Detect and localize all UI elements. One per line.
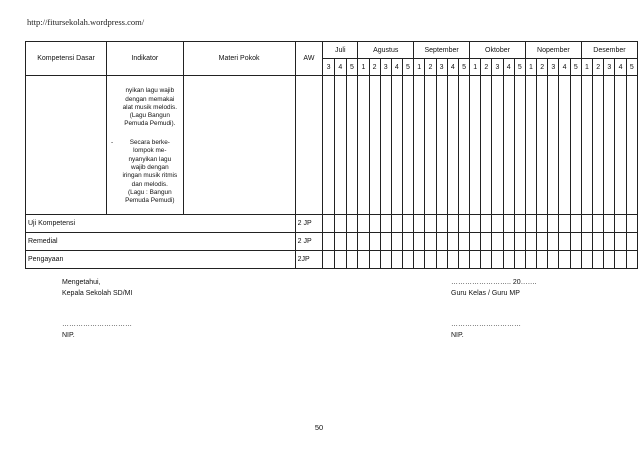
month-header: Nopember — [525, 42, 581, 59]
week-cell — [593, 250, 604, 268]
week-cell — [380, 232, 391, 250]
week-cell — [615, 250, 626, 268]
sign-right-date: …………………….. 20……. — [451, 279, 537, 286]
week-cell — [503, 250, 514, 268]
week-cell — [548, 250, 559, 268]
week-cell — [525, 250, 536, 268]
week-cell — [414, 214, 425, 232]
sign-right-role: Guru Kelas / Guru MP — [451, 290, 520, 297]
summary-label: Remedial — [26, 232, 296, 250]
week-header: 4 — [503, 59, 514, 76]
week-cell — [481, 250, 492, 268]
week-cell — [481, 232, 492, 250]
week-header: 4 — [559, 59, 570, 76]
week-header: 3 — [492, 59, 503, 76]
week-header: 3 — [323, 59, 335, 76]
week-cell — [369, 214, 380, 232]
week-cell — [537, 250, 548, 268]
week-cell — [369, 250, 380, 268]
week-cell — [425, 250, 436, 268]
week-cell — [525, 214, 536, 232]
week-header: 2 — [425, 59, 436, 76]
week-cell — [458, 214, 469, 232]
week-cell — [447, 214, 458, 232]
week-header: 2 — [369, 59, 380, 76]
schedule-table — [25, 41, 638, 269]
week-cell — [402, 250, 413, 268]
week-header: 4 — [447, 59, 458, 76]
summary-row — [26, 232, 638, 250]
week-header: 5 — [402, 59, 413, 76]
week-cell — [492, 232, 503, 250]
week-cell — [425, 232, 436, 250]
week-cell — [391, 232, 402, 250]
week-header: 1 — [414, 59, 425, 76]
week-cell — [369, 76, 380, 215]
week-cell — [346, 232, 358, 250]
sign-left-dots: ………………………… — [62, 321, 132, 328]
week-cell — [425, 214, 436, 232]
week-cell — [334, 232, 346, 250]
summary-label: Uji Kompetensi — [26, 214, 296, 232]
sign-left-role: Kepala Sekolah SD/MI — [62, 290, 133, 297]
week-header: 3 — [380, 59, 391, 76]
week-cell — [548, 76, 559, 215]
week-cell — [559, 214, 570, 232]
week-cell — [369, 232, 380, 250]
month-header: September — [414, 42, 470, 59]
month-header: Desember — [581, 42, 637, 59]
week-cell — [447, 232, 458, 250]
week-cell — [503, 232, 514, 250]
indikator-text-1: nyikan lagu wajib dengan memakai alat musik melodis. (Lagu Bangun Pemuda Pemudi). — [122, 87, 177, 128]
week-cell — [593, 76, 604, 215]
source-url: http://fitursekolah.wordpress.com/ — [27, 17, 145, 27]
week-cell — [514, 232, 525, 250]
week-header: 5 — [514, 59, 525, 76]
week-header: 2 — [481, 59, 492, 76]
week-cell — [470, 250, 481, 268]
week-cell — [346, 214, 358, 232]
header-materi-pokok: Materi Pokok — [183, 42, 295, 76]
summary-aw: 2 JP — [295, 214, 323, 232]
week-cell — [436, 232, 447, 250]
sign-right-dots: ………………………… — [451, 321, 521, 328]
week-cell — [402, 76, 413, 215]
week-cell — [391, 214, 402, 232]
summary-row — [26, 214, 638, 232]
week-cell — [358, 250, 369, 268]
week-cell — [604, 214, 615, 232]
week-cell — [559, 250, 570, 268]
week-cell — [503, 76, 514, 215]
sign-left-mengetahui: Mengetahui, — [62, 279, 101, 286]
week-cell — [323, 250, 335, 268]
week-cell — [414, 250, 425, 268]
week-header: 2 — [593, 59, 604, 76]
week-cell — [559, 76, 570, 215]
week-cell — [481, 76, 492, 215]
week-cell — [548, 214, 559, 232]
week-cell — [615, 76, 626, 215]
week-cell — [436, 76, 447, 215]
week-cell — [458, 232, 469, 250]
week-cell — [581, 232, 592, 250]
indikator-cell — [107, 76, 183, 215]
indikator-text-2: Secara berke- lompok me- nyanyikan lagu wajib dengan iringan musik ritmis dan melodis. (Lagu : Bangun Pemuda Pemudi) — [122, 139, 178, 205]
week-header: 1 — [525, 59, 536, 76]
week-cell — [323, 76, 335, 215]
week-header: 3 — [436, 59, 447, 76]
week-cell — [570, 232, 581, 250]
summary-row — [26, 250, 638, 268]
week-cell — [458, 250, 469, 268]
week-cell — [615, 232, 626, 250]
week-cell — [481, 214, 492, 232]
summary-aw: 2JP — [295, 250, 323, 268]
week-header: 1 — [470, 59, 481, 76]
week-cell — [402, 232, 413, 250]
week-cell — [492, 250, 503, 268]
page-number: 50 — [314, 423, 324, 432]
week-cell — [492, 76, 503, 215]
week-cell — [470, 232, 481, 250]
month-header: Oktober — [470, 42, 526, 59]
week-cell — [514, 214, 525, 232]
kompetensi-cell — [26, 76, 107, 215]
week-cell — [414, 232, 425, 250]
week-cell — [581, 214, 592, 232]
header-kompetensi-dasar: Kompetensi Dasar — [26, 42, 107, 76]
week-cell — [334, 214, 346, 232]
week-cell — [334, 76, 346, 215]
summary-aw: 2 JP — [295, 232, 323, 250]
indikator-bullet: - — [110, 139, 114, 147]
week-cell — [436, 214, 447, 232]
week-cell — [380, 214, 391, 232]
week-cell — [323, 214, 335, 232]
header-aw: AW — [295, 42, 323, 76]
week-header: 5 — [570, 59, 581, 76]
week-cell — [593, 214, 604, 232]
week-cell — [346, 76, 358, 215]
week-cell — [346, 250, 358, 268]
sign-left-nip: NIP. — [62, 332, 75, 339]
week-cell — [447, 250, 458, 268]
week-cell — [604, 250, 615, 268]
week-cell — [604, 76, 615, 215]
header-indikator: Indikator — [107, 42, 183, 76]
week-cell — [514, 76, 525, 215]
week-cell — [570, 214, 581, 232]
month-header: Agustus — [358, 42, 414, 59]
week-cell — [537, 214, 548, 232]
week-cell — [503, 214, 514, 232]
week-cell — [615, 214, 626, 232]
week-cell — [380, 76, 391, 215]
week-cell — [323, 232, 335, 250]
week-cell — [358, 232, 369, 250]
week-cell — [470, 214, 481, 232]
week-cell — [358, 214, 369, 232]
week-cell — [470, 76, 481, 215]
week-header: 1 — [581, 59, 592, 76]
week-cell — [581, 250, 592, 268]
week-cell — [626, 232, 637, 250]
month-header: Juli — [323, 42, 358, 59]
aw-cell — [295, 76, 323, 215]
week-cell — [402, 214, 413, 232]
week-header: 4 — [615, 59, 626, 76]
week-cell — [537, 76, 548, 215]
week-header: 3 — [548, 59, 559, 76]
week-header: 4 — [391, 59, 402, 76]
week-header: 5 — [626, 59, 637, 76]
week-cell — [414, 76, 425, 215]
week-cell — [436, 250, 447, 268]
week-cell — [391, 76, 402, 215]
week-cell — [492, 214, 503, 232]
week-cell — [525, 232, 536, 250]
sign-right-nip: NIP. — [451, 332, 464, 339]
week-header: 3 — [604, 59, 615, 76]
week-cell — [447, 76, 458, 215]
week-header: 5 — [458, 59, 469, 76]
week-cell — [559, 232, 570, 250]
week-header: 4 — [334, 59, 346, 76]
week-cell — [458, 76, 469, 215]
week-header: 1 — [358, 59, 369, 76]
week-cell — [626, 250, 637, 268]
week-header: 2 — [537, 59, 548, 76]
week-cell — [525, 76, 536, 215]
week-cell — [570, 250, 581, 268]
week-cell — [514, 250, 525, 268]
week-cell — [593, 232, 604, 250]
summary-label: Pengayaan — [26, 250, 296, 268]
week-cell — [581, 76, 592, 215]
week-cell — [537, 232, 548, 250]
week-cell — [604, 232, 615, 250]
week-cell — [334, 250, 346, 268]
week-cell — [425, 76, 436, 215]
week-cell — [626, 214, 637, 232]
materi-cell — [183, 76, 295, 215]
week-cell — [548, 232, 559, 250]
week-header: 5 — [346, 59, 358, 76]
week-cell — [358, 76, 369, 215]
week-cell — [391, 250, 402, 268]
week-cell — [626, 76, 637, 215]
week-cell — [570, 76, 581, 215]
week-cell — [380, 250, 391, 268]
